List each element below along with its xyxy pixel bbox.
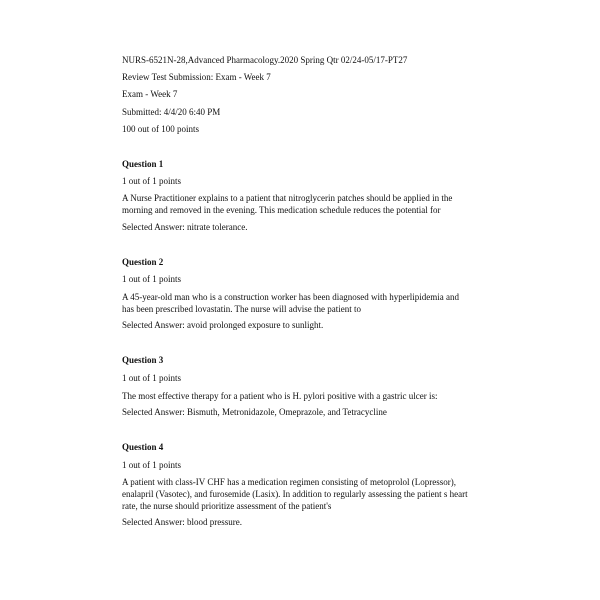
total-score: 100 out of 100 points xyxy=(122,124,200,134)
submitted-date: Submitted: 4/4/20 6:40 PM xyxy=(122,107,221,117)
question-title: Question 3 xyxy=(122,355,164,365)
question-text: morning and removed in the evening. This medication schedule reduces the potential for xyxy=(122,205,441,215)
question-text: A 45-year-old man who is a construction worker has been diagnosed with hyperlipidemia and xyxy=(122,292,459,302)
question-text: enalapril (Vasotec), and furosemide (Lasix). In addition to regularly assessing the patient s heart xyxy=(122,489,468,499)
course-title: NURS-6521N-28,Advanced Pharmacology.2020 Spring Qtr 02/24-05/17-PT27 xyxy=(122,55,408,65)
question-title: Question 2 xyxy=(122,257,164,267)
question-text: has been prescribed lovastatin. The nurse will advise the patient to xyxy=(122,304,362,314)
question-points: 1 out of 1 points xyxy=(122,274,182,284)
selected-answer: Selected Answer: blood pressure. xyxy=(122,517,242,527)
question-text: A patient with class-IV CHF has a medication regimen consisting of metoprolol (Lopressor), xyxy=(122,477,457,487)
question-points: 1 out of 1 points xyxy=(122,176,182,186)
question-text: rate, the nurse should prioritize assessment of the patient's xyxy=(122,501,332,511)
review-title: Review Test Submission: Exam - Week 7 xyxy=(122,72,271,82)
question-points: 1 out of 1 points xyxy=(122,460,182,470)
question-text: The most effective therapy for a patient who is H. pylori positive with a gastric ulcer is: xyxy=(122,391,438,401)
question-title: Question 1 xyxy=(122,159,164,169)
selected-answer: Selected Answer: nitrate tolerance. xyxy=(122,222,248,232)
question-points: 1 out of 1 points xyxy=(122,373,182,383)
selected-answer: Selected Answer: avoid prolonged exposure to sunlight. xyxy=(122,320,324,330)
selected-answer: Selected Answer: Bismuth, Metronidazole, Omeprazole, and Tetracycline xyxy=(122,407,387,417)
question-text: A Nurse Practitioner explains to a patient that nitroglycerin patches should be applied in the xyxy=(122,193,453,203)
question-title: Question 4 xyxy=(122,442,164,452)
exam-name: Exam - Week 7 xyxy=(122,89,178,99)
